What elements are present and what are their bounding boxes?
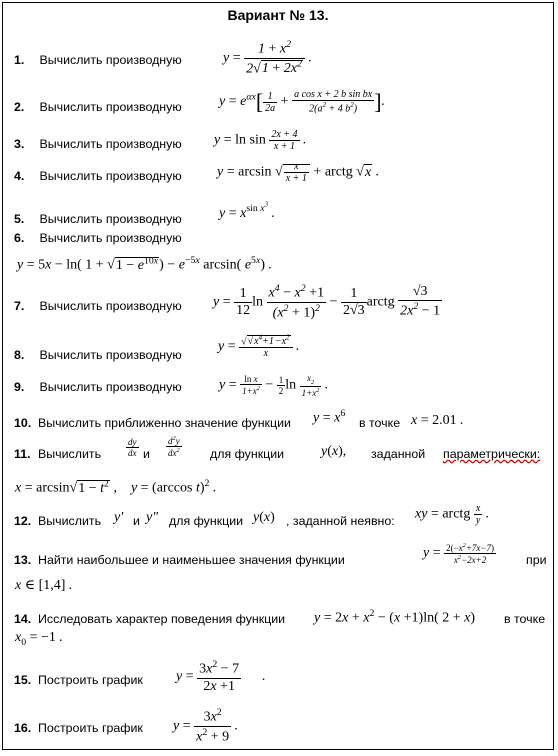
- formula-11-param: $x = \arcsin√1 - t^2$ , y = (arccos t)$^2$ .: [15, 478, 217, 496]
- formula-12-y1: y′: [114, 510, 124, 525]
- problem-13-tail: при: [526, 553, 547, 567]
- problem-6: 6. Вычислить производную: [14, 231, 182, 245]
- problem-11-func: для функции: [210, 447, 285, 461]
- problem-4: 4. Вычислить производную: [14, 169, 182, 183]
- formula-11-yx: y(x),: [321, 444, 347, 459]
- page-title: Вариант № 13.: [227, 7, 329, 23]
- problem-7: 7. Вычислить производную: [14, 299, 182, 313]
- formula-11-d2ydx2: $\frac{d^2y}{dx^2}$: [168, 435, 180, 458]
- problem-11-param: параметрически:: [443, 447, 541, 461]
- formula-16: y = $\frac{3x^2}{x^2 + 9}$ .: [173, 707, 239, 745]
- problem-8: 8. Вычислить производную: [14, 348, 182, 362]
- problem-5: 5. Вычислить производную: [14, 212, 182, 226]
- problem-11-given: заданной: [371, 447, 426, 461]
- formula-8: y = $\frac{√√x^4+1-x^2}{x}$ .: [218, 334, 300, 360]
- problem-10: 10. Вычислить приближенно значение функции: [14, 416, 291, 430]
- formula-14-point: $x_0 = -1$ .: [15, 630, 63, 648]
- problem-12: 12. Вычислить: [14, 514, 102, 528]
- formula-12-yx: y(x): [253, 510, 275, 525]
- problem-14: 14. Исследовать характер поведения функции: [14, 612, 286, 626]
- problem-16: 16. Построить график: [14, 721, 143, 735]
- formula-13-interval: x ∈ [1,4] .: [15, 578, 73, 593]
- formula-7: y = $\frac{1}{12}$ ln $\frac{x^4 - x^2 +1}{(x^2 + 1)^2}$ − $\frac{1}{2√3}$ arctg $\frac{√3}{2x^2 - 1}$: [213, 283, 441, 321]
- formula-14: $y = 2x + x^2 - (x +1)\ln$( 2 + x): [314, 608, 476, 626]
- problem-9: 9. Вычислить производную: [14, 380, 182, 394]
- problem-2: 2. Вычислить производную: [14, 100, 182, 114]
- formula-12: xy = arctg $\frac{x}{y}$ .: [415, 503, 490, 526]
- problem-15: 15. Построить график: [14, 673, 143, 687]
- problem-11: 11. Вычислить: [14, 447, 102, 461]
- problem-13: 13. Найти наибольшее и наименьшее значения функции: [14, 553, 345, 567]
- problem-12-func: для функции: [169, 514, 244, 528]
- formula-11-dydx: $\frac{dy}{dx}$: [128, 437, 137, 458]
- formula-5: $y = x^{sin x^3}$ .: [219, 202, 276, 221]
- formula-4: y = arcsin √ $\frac{x}{x + 1}$ + arctg √x .: [217, 161, 380, 184]
- formula-9: y = $\frac{\text{ln x}}{1+x^2}$ − $\frac{1}{2}$ ln $\frac{x_2}{1+x^2}$ .: [219, 373, 329, 398]
- formula-10a: $y = x^6$: [313, 408, 346, 426]
- problem-10-tail: в точке: [359, 416, 401, 430]
- problem-14-tail: в точке: [504, 612, 546, 626]
- formula-13: y = $\frac{2(-x^2+7x-7)}{x^2-2x+2}$: [423, 542, 495, 565]
- formula-3: y = ln sin $\frac{2x + 4}{x + 1}$ .: [214, 129, 307, 152]
- problem-1: 1. Вычислить производную: [14, 53, 182, 67]
- formula-2: $y = e^{\alpha x}$[ $\frac{1}{2a}$ + $\frac{\text{a cos x + 2 b sin bx}}{2(a^2 + 4 b^2)}$ ].: [219, 89, 386, 115]
- problem-12-implicit: , заданной неявно:: [286, 514, 395, 528]
- formula-12-y2: y″: [146, 510, 159, 525]
- formula-6: y = 5x − ln( $1 + √1 - e^{10x}) - e^{-5x}$ arcsin( $e^{5x}$) .: [17, 255, 272, 273]
- formula-15: y = $\frac{3x^2 - 7}{2x +1}$ .: [176, 659, 266, 694]
- worksheet: [2, 2, 554, 750]
- problem-12-and: и: [133, 514, 140, 528]
- problem-11-and: и: [143, 447, 150, 461]
- problem-3: 3. Вычислить производную: [14, 137, 182, 151]
- formula-1: y = $\frac{1 + x^2}{2√1 + 2x^2}$ .: [223, 39, 312, 77]
- formula-10b: x = 2.01 .: [411, 413, 464, 428]
